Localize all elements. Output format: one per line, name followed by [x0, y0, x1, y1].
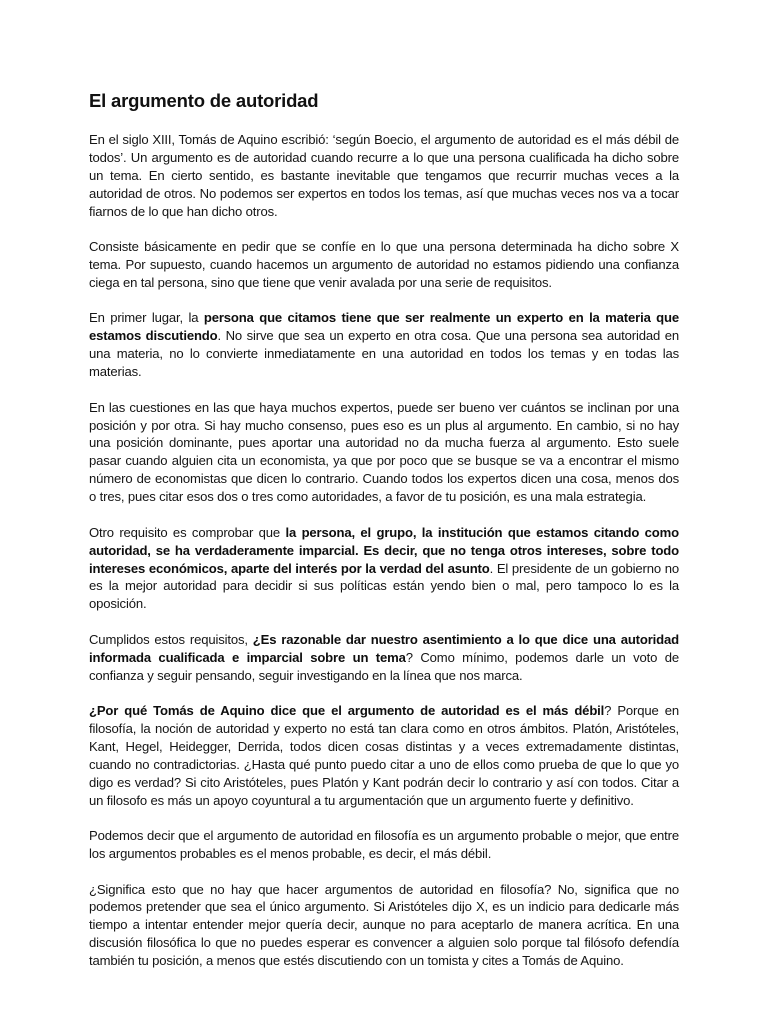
paragraph-7-text: ? Porque en filosofía, la noción de autoridad y experto no está tan clara como en otros ámbitos. Platón, Aristóteles, Kant, Hegel, Heidegger, Derrida, todos dicen cosas distintas y a veces extremadamente distintas, cuando no contradictorias. ¿Hasta qué punto puedo citar a uno de ellos como prueba de que lo que yo digo es verdad? Si cito Aristóteles, pues Platón y Kant podrán decir lo contrario y así con todos. Citar a un filosofo es más un apoyo coyuntural a tu argumentación que un argumento fuerte y definitivo.: [89, 703, 679, 808]
document-body: [89, 90, 679, 988]
paragraph-2-text: Consiste básicamente en pedir que se confíe en lo que una persona determinada ha dicho sobre X tema. Por supuesto, cuando hacemos un argumento de autoridad no estamos pidiendo una confianza ciega en tal persona, sino que tiene que venir avalada por una serie de requisitos.: [89, 239, 679, 290]
paragraph-4-text: En las cuestiones en las que haya muchos expertos, puede ser bueno ver cuántos se inclinan por una posición y por otra. Si hay mucho consenso, pues eso es un plus al argumento. En cambio, si no hay una posición dominante, pues aportar una autoridad no da mucha fuerza al argumento. Esto suele pasar cuando alguien cita un economista, ya que por poco que se busque se va a encontrar el mismo número de economistas que dicen lo contrario. Cuando todos los expertos dicen una cosa, menos dos o tres, pues citar esos dos o tres como autoridades, a favor de tu posición, es una mala estrategia.: [89, 399, 679, 505]
paragraph-9-text: ¿Significa esto que no hay que hacer argumentos de autoridad en filosofía? No, significa que no podemos pretender que sea el único argumento. Si Aristóteles dijo X, es un indicio para dedicarle más tiempo a intentar entender mejor quería decir, aunque no para aceptarlo de manera acrítica. En una discusión filosófica lo que no puedes esperar es convencer a alguien solo porque tal filósofo defendía también tu posición, a menos que estés discutiendo con un tomista y cites a Tomás de Aquino.: [89, 881, 679, 969]
paragraph-4: [89, 399, 679, 506]
paragraph-7: [89, 702, 679, 809]
paragraph-5-text: Otro requisito es comprobar que: [89, 524, 286, 540]
paragraph-9: [89, 881, 679, 971]
paragraph-7-bold: ¿Por qué Tomás de Aquino dice que el argumento de autoridad es el más débil: [89, 703, 605, 719]
paragraph-6-bold: ¿Es razonable dar nuestro asentimiento a lo que dice una autoridad informada cualificada e imparcial sobre un tema: [89, 631, 679, 665]
paragraph-3: [89, 309, 679, 381]
paragraph-6-text-end: ? Como mínimo, podemos darle un voto de confianza y seguir pensando, seguir investigando en la línea que nos marca.: [89, 649, 679, 683]
paragraph-3-text: En primer lugar, la: [89, 310, 204, 326]
paragraph-2: [89, 238, 679, 292]
paragraph-3-text-end: . No sirve que sea un experto en otra cosa. Que una persona sea autoridad en una materia, no lo convierte inmediatamente en una autoridad en todos los temas y en todas las materias.: [89, 328, 679, 380]
paragraph-5: [89, 524, 679, 614]
paragraph-1: [89, 131, 679, 221]
paragraph-3-bold: persona que citamos tiene que ser realmente un experto en la materia que estamos discutiendo: [89, 310, 680, 344]
paragraph-6: [89, 631, 679, 685]
paragraph-5-text-end: . El presidente de un gobierno no es la mejor autoridad para decidir si sus políticas están yendo bien o mal, pero tampoco lo es la oposición.: [89, 560, 679, 612]
paragraph-1-text: En el siglo XIII, Tomás de Aquino escribió: ‘según Boecio, el argumento de autoridad es el más débil de todos’. Un argumento es de autoridad cuando recurre a lo que una persona cualificada ha dicho sobre un tema. En cierto sentido, es bastante inevitable que tengamos que recurrir muchas veces a la autoridad de otros. No podemos ser expertos en todos los temas, así que muchas veces nos va a tocar fiarnos de lo que han dicho otros.: [89, 132, 679, 219]
paragraph-6-text: Cumplidos estos requisitos,: [89, 631, 253, 647]
document-title: El argumento de autoridad: [89, 90, 319, 111]
paragraph-8: [89, 827, 679, 863]
paragraph-8-text: Podemos decir que el argumento de autoridad en filosofía es un argumento probable o mejor, que entre los argumentos probables es el menos probable, es decir, el más débil.: [89, 828, 679, 862]
paragraph-5-bold: la persona, el grupo, la institución que estamos citando como autoridad, se ha verdaderamente imparcial. Es decir, que no tenga otros intereses, sobre todo intereses económicos, aparte del interés por la verdad del asunto: [89, 524, 679, 576]
